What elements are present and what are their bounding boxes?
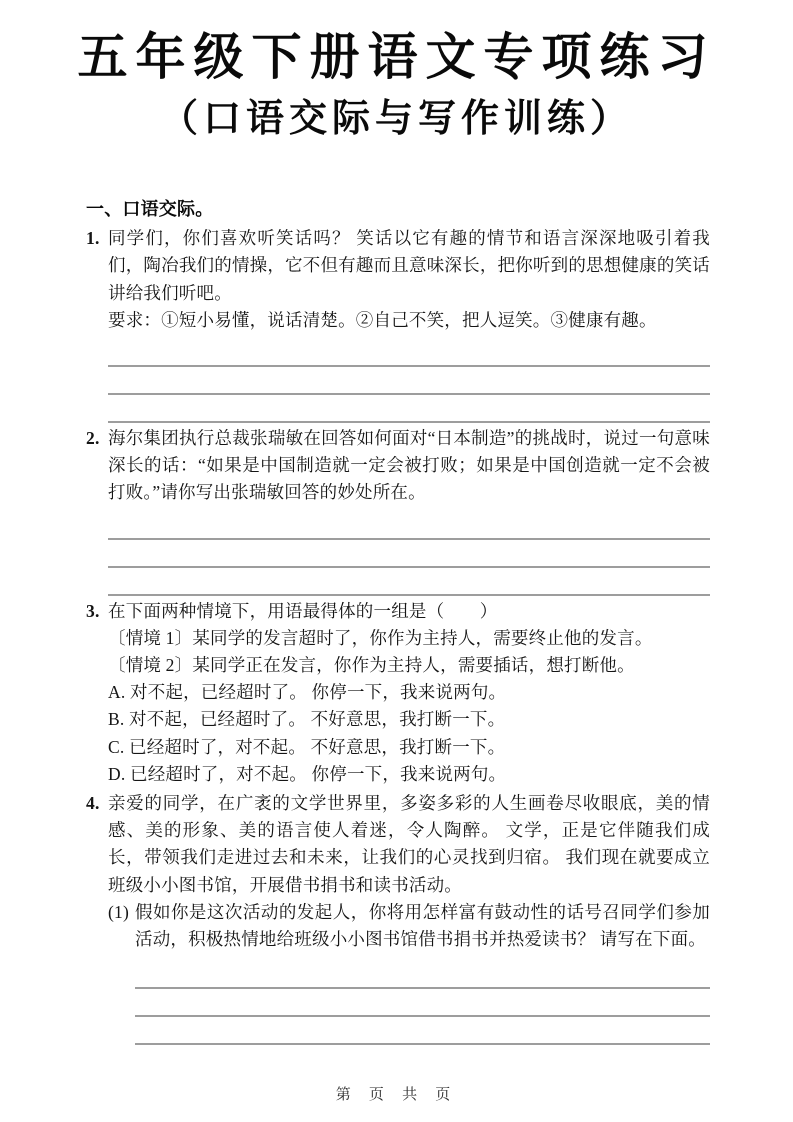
question-3-option-a: A. 对不起，已经超时了。 你停一下，我来说两句。	[108, 682, 507, 703]
question-4-text: 亲爱的同学，在广袤的文学世界里，多姿多彩的人生画卷尽收眼底，美的情感、美的形象、美的语言使人着迷，令人陶醉。 文学，正是它伴随我们成长，带领我们走进过去和未来，让我们的心灵找到归宿。 我们现在就要成立班级小小图书馆，开展借书捐书和读书活动。	[108, 793, 710, 895]
answer-line	[108, 395, 710, 423]
question-1-text: 同学们，你们喜欢听笑话吗？ 笑话以它有趣的情节和语言深深地吸引着我们，陶冶我们的情操，它不但有趣而且意味深长，把你听到的思想健康的笑话讲给我们听吧。	[108, 228, 710, 303]
answer-line	[108, 568, 710, 596]
sub-question-text: 假如你是这次活动的发起人，你将用怎样富有鼓动性的话号召同学们参加活动，积极热情地给班级小小图书馆借书捐书并热爱读书？ 请写在下面。	[135, 901, 710, 950]
question-3-scenario-2: 〔情境 2〕某同学正在发言，你作为主持人，需要插话，想打断他。	[108, 655, 635, 676]
question-1-answer-lines	[108, 339, 710, 423]
question-3-scenario-1: 〔情境 1〕某同学的发言超时了，你作为主持人，需要终止他的发言。	[108, 627, 653, 648]
question-4-number: 4.	[86, 793, 100, 814]
answer-line	[108, 367, 710, 395]
question-2-text: 海尔集团执行总裁张瑞敏在回答如何面对“日本制造”的挑战时，说过一句意味深长的话：“如果是中国制造就一定会被打败；如果是中国创造就一定不会被打败。”请你写出张瑞敏回答的妙处所在。	[108, 428, 710, 503]
page-footer	[0, 1083, 793, 1104]
answer-line	[108, 339, 710, 367]
question-3-option-b: B. 对不起，已经超时了。 不好意思，我打断一下。	[108, 709, 506, 730]
worksheet-header	[0, 0, 793, 144]
section-heading: 一、口语交际。	[86, 199, 214, 219]
question-3	[86, 598, 710, 788]
question-2	[86, 425, 710, 596]
page-title: 五年级下册语文专项练习	[77, 29, 716, 85]
question-3-option-d: D. 已经超时了，对不起。 你停一下，我来说两句。	[108, 763, 507, 784]
page-subtitle: （口语交际与写作训练）	[159, 98, 633, 140]
question-2-number: 2.	[86, 428, 100, 449]
sub-question-number: (1)	[108, 901, 130, 922]
question-1	[86, 225, 710, 423]
question-3-text: 在下面两种情境下，用语最得体的一组是（ ）	[108, 600, 498, 621]
sub-question-answer-lines	[135, 961, 710, 1045]
answer-line	[108, 512, 710, 540]
answer-line	[135, 989, 710, 1017]
page-number-label: 第 页 共 页	[335, 1086, 458, 1103]
question-4-sub-1	[108, 899, 710, 1045]
answer-line	[135, 1017, 710, 1045]
question-2-answer-lines	[108, 512, 710, 596]
question-1-requirements: 要求：①短小易懂，说话清楚。②自己不笑，把人逗笑。③健康有趣。	[108, 309, 657, 330]
question-1-number: 1.	[86, 228, 100, 249]
worksheet-body	[86, 196, 710, 1045]
question-4	[86, 790, 710, 1045]
question-3-number: 3.	[86, 600, 100, 621]
answer-line	[108, 540, 710, 568]
answer-line	[135, 961, 710, 989]
question-3-option-c: C. 已经超时了，对不起。 不好意思，我打断一下。	[108, 736, 506, 757]
